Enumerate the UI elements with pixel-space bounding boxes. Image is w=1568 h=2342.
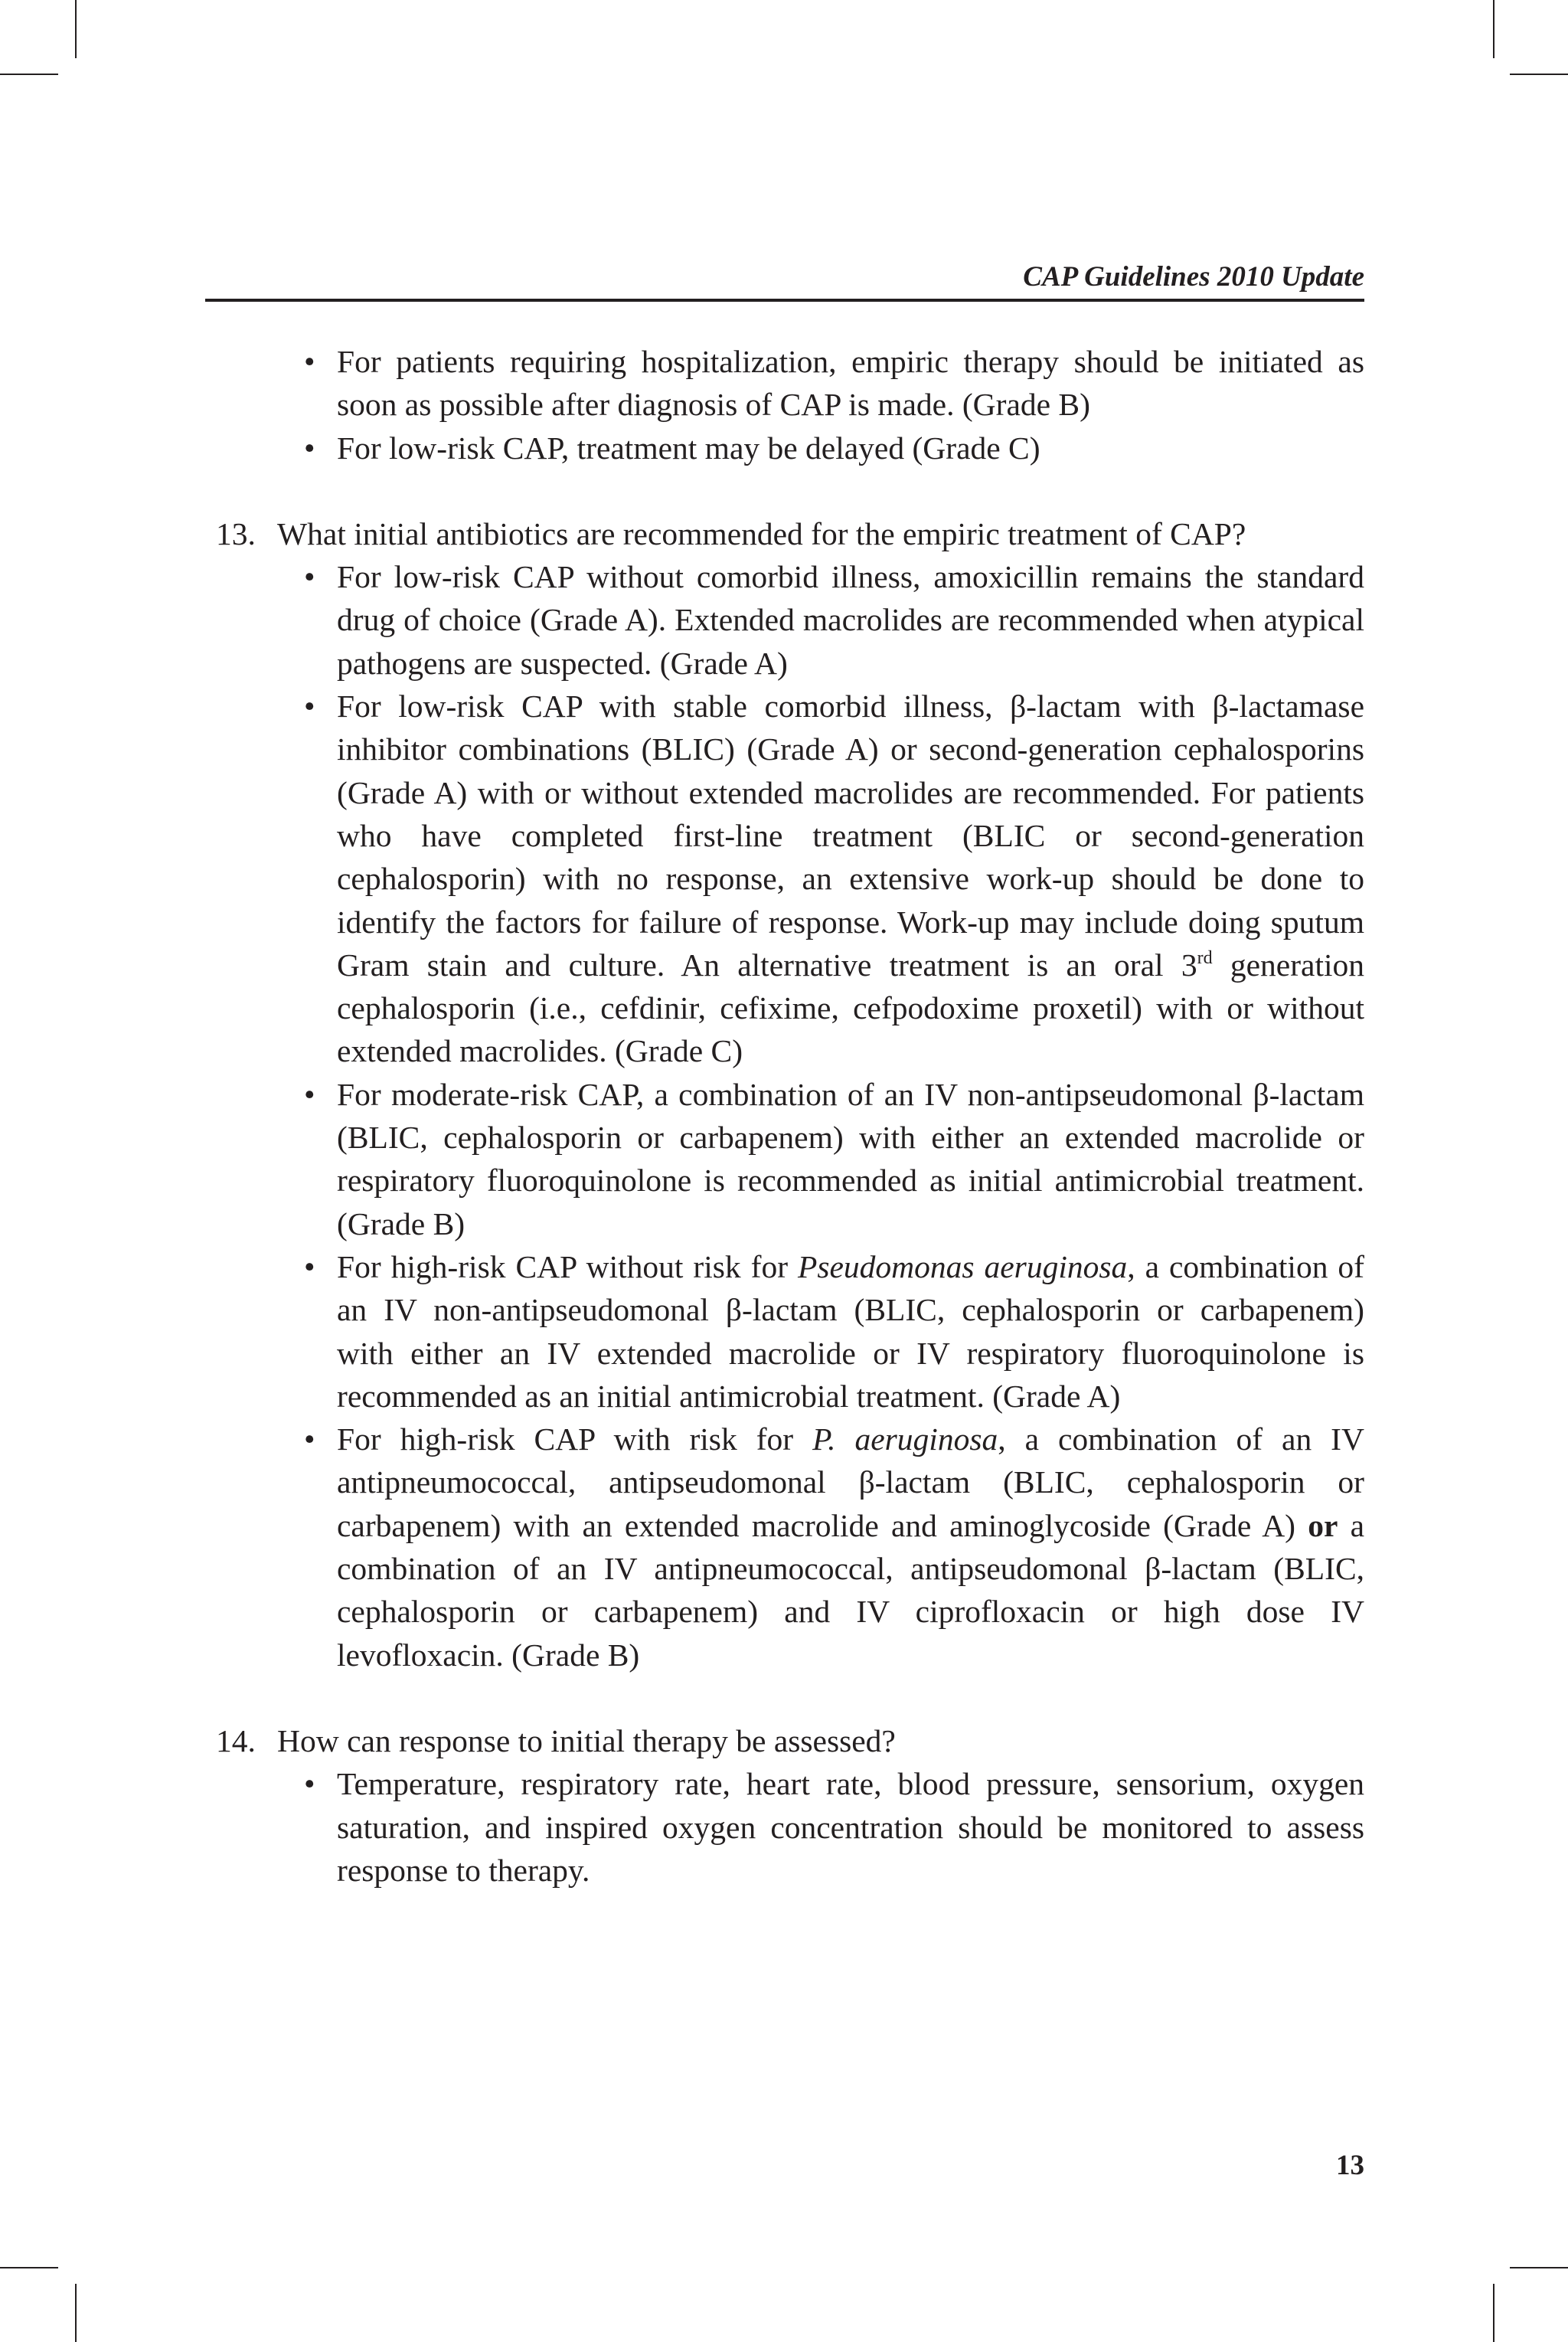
intro-bullet-list <box>205 340 1364 469</box>
page-body <box>205 340 1364 1892</box>
bullet-text: For low-risk CAP, treatment may be delayed (Grade C) <box>337 430 1040 466</box>
running-head: CAP Guidelines 2010 Update <box>1023 261 1364 293</box>
bullet-icon: • <box>304 1766 315 1802</box>
bullet-text: For low-risk CAP without comorbid illness, amoxicillin remains the standard drug of choice (Grade A). Extended macrolides are recommended when atypical pathogens are suspected. (Grade A) <box>337 559 1364 681</box>
bullet-text: For high-risk CAP without risk for <box>337 1248 798 1284</box>
q13-bullet-list <box>205 555 1364 1676</box>
organism-name: P. aeruginosa <box>812 1421 998 1457</box>
crop-mark-bottom-right-h <box>1510 2267 1568 2268</box>
question-number: 13. <box>216 515 256 551</box>
page-number: 13 <box>1336 2150 1364 2181</box>
question-number: 14. <box>216 1722 256 1758</box>
bullet-icon: • <box>304 1076 315 1112</box>
question-text: How can response to initial therapy be assessed? <box>277 1722 896 1758</box>
bullet-text-cont: , a combination of an IV non-antipseudomonal β-lactam (BLIC, cephalosporin or carbapenem) with either an IV extended macrolide or IV respiratory fluoroquinolone is recommended as an initial antimicrobial treatment. (Grade A) <box>337 1248 1364 1414</box>
bullet-text-cont: generation cephalosporin (i.e., cefdinir, cefixime, cefpodoxime proxetil) with or without extended macrolides. (Grade C) <box>337 947 1364 1069</box>
question-text: What initial antibiotics are recommended for the empiric treatment of CAP? <box>277 515 1246 551</box>
list-item <box>304 1762 1364 1892</box>
bullet-text: Temperature, respiratory rate, heart rate, blood pressure, sensorium, oxygen saturation, and inspired oxygen concentration should be monitored to assess response to therapy. <box>337 1766 1364 1888</box>
list-item <box>304 555 1364 685</box>
bullet-icon: • <box>304 689 315 725</box>
list-item <box>304 340 1364 427</box>
ordinal-suffix: rd <box>1197 947 1213 968</box>
bullet-icon: • <box>304 344 315 379</box>
crop-mark-top-left <box>75 0 77 58</box>
organism-name: Pseudomonas aeruginosa <box>797 1248 1128 1284</box>
list-item <box>304 685 1364 1073</box>
bullet-text: For high-risk CAP with risk for <box>337 1421 813 1457</box>
crop-mark-top-right <box>1493 0 1494 58</box>
bullet-text-cont: , a combination of an IV antipneumococcal, antipseudomonal β-lactam (BLIC, cephalosporin or carbapenem) with an extended macrolide and aminoglycoside (Grade A) <box>337 1421 1364 1543</box>
crop-mark-bottom-right <box>1493 2284 1494 2342</box>
header-rule <box>205 299 1364 302</box>
q14-bullet-list <box>205 1762 1364 1892</box>
question-13 <box>205 512 1364 555</box>
bullet-icon: • <box>304 1248 315 1284</box>
crop-mark-bottom-left-h <box>0 2267 58 2268</box>
bullet-icon: • <box>304 430 315 466</box>
question-14 <box>205 1719 1364 1762</box>
bullet-text: For patients requiring hospitalization, empiric therapy should be initiated as soon as possible after diagnosis of CAP is made. (Grade B) <box>337 344 1364 423</box>
crop-mark-bottom-left <box>75 2284 77 2342</box>
list-item <box>304 1418 1365 1676</box>
bullet-text-end: a combination of an IV antipneumococcal, antipseudomonal β-lactam (BLIC, cephalosporin or carbapenem) and IV ciprofloxacin or high dose IV levofloxacin. (Grade B) <box>337 1507 1365 1673</box>
bullet-icon: • <box>304 559 315 595</box>
bullet-text: For low-risk CAP with stable comorbid illness, β-lactam with β-lactamase inhibitor combinations (BLIC) (Grade A) or second-generation cephalosporins (Grade A) with or without extended macrolides are recommended. For patients who have completed first-line treatment (BLIC or second-generation cephalosporin) with no response, an extensive work-up should be done to identify the factors for failure of response. Work-up may include doing sputum Gram stain and culture. An alternative treatment is an oral 3 <box>337 689 1364 983</box>
bullet-text: For moderate-risk CAP, a combination of an IV non-antipseudomonal β-lactam (BLIC, cephalosporin or carbapenem) with either an extended macrolide or respiratory fluoroquinolone is recommended as initial antimicrobial treatment. (Grade B) <box>337 1076 1364 1241</box>
crop-mark-top-right-h <box>1510 74 1568 75</box>
bullet-icon: • <box>304 1421 315 1457</box>
crop-mark-top-left-h <box>0 74 58 75</box>
list-item <box>304 1073 1364 1245</box>
list-item <box>304 427 1364 469</box>
list-item <box>304 1245 1364 1418</box>
emphasis-or: or <box>1308 1507 1338 1543</box>
